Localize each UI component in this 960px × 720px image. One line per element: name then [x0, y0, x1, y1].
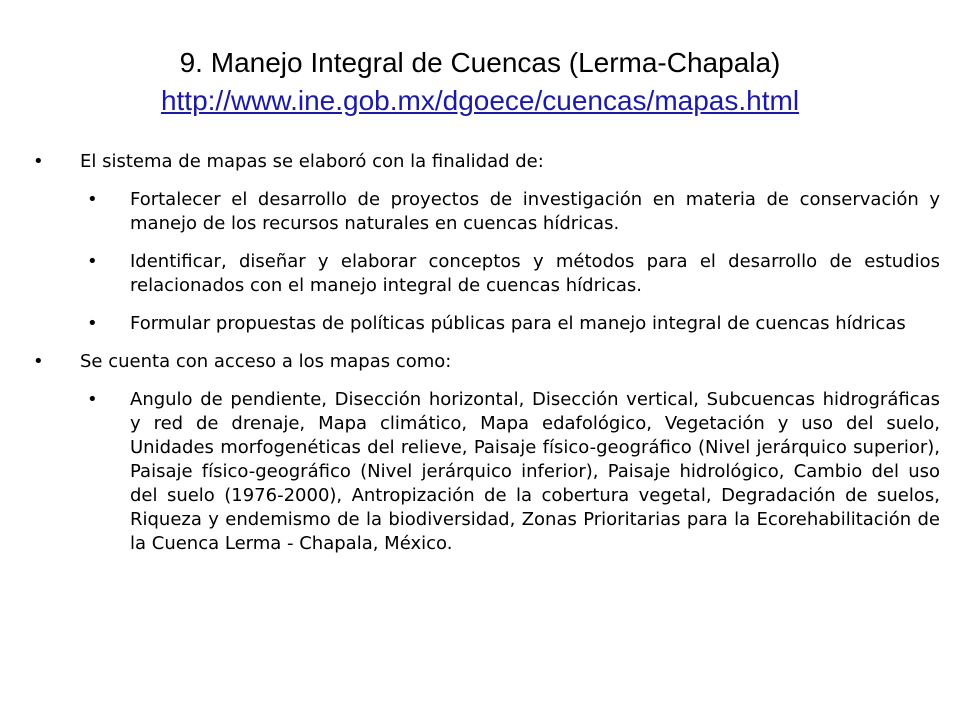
sub-bullet-item — [33, 312, 940, 336]
slide-title: 9. Manejo Integral de Cuencas (Lerma-Chapala) — [179, 47, 781, 78]
bullet-icon: • — [33, 151, 44, 172]
bullet-icon: • — [87, 251, 98, 272]
sub-bullet-item — [33, 250, 940, 298]
bullet-text: Se cuenta con acceso a los mapas como: — [80, 351, 452, 372]
sub-bullet-item — [33, 388, 940, 556]
bullet-item — [33, 150, 940, 174]
source-link[interactable]: http://www.ine.gob.mx/dgoece/cuencas/mapas.html — [160, 85, 800, 116]
sub-bullet-text: Fortalecer el desarrollo de proyectos de investigación en materia de conservación y manejo de los recursos naturales en cuencas hídricas. — [130, 189, 940, 234]
sub-bullet-item — [33, 188, 940, 236]
slide-title-block — [40, 44, 920, 120]
sub-bullet-text: Angulo de pendiente, Disección horizontal, Disección vertical, Subcuencas hidrográficas y red de drenaje, Mapa climático, Mapa edafológico, Vegetación y uso del suelo, Unidades morfogenéticas del relieve, Paisaje físico-geográfico (Nivel jerárquico superior), Paisaje físico-geográfico (Nivel jerárquico inferior), Paisaje hidrológico, Cambio del uso del suelo (1976-2000), Antropización de la cobertura vegetal, Degradación de suelos, Riqueza y endemismo de la biodiversidad, Zonas Prioritarias para la Ecorehabilitación de la Cuenca Lerma - Chapala, México. — [130, 389, 940, 554]
slide-content — [33, 150, 940, 570]
bullet-icon: • — [87, 313, 98, 334]
bullet-icon: • — [33, 351, 44, 372]
bullet-item — [33, 350, 940, 374]
sub-bullet-text: Identificar, diseñar y elaborar conceptos y métodos para el desarrollo de estudios relacionados con el manejo integral de cuencas hídricas. — [130, 251, 940, 296]
bullet-icon: • — [87, 389, 98, 410]
sub-bullet-text: Formular propuestas de políticas públicas para el manejo integral de cuencas hídricas — [130, 313, 906, 334]
bullet-text: El sistema de mapas se elaboró con la finalidad de: — [80, 151, 544, 172]
bullet-icon: • — [87, 189, 98, 210]
